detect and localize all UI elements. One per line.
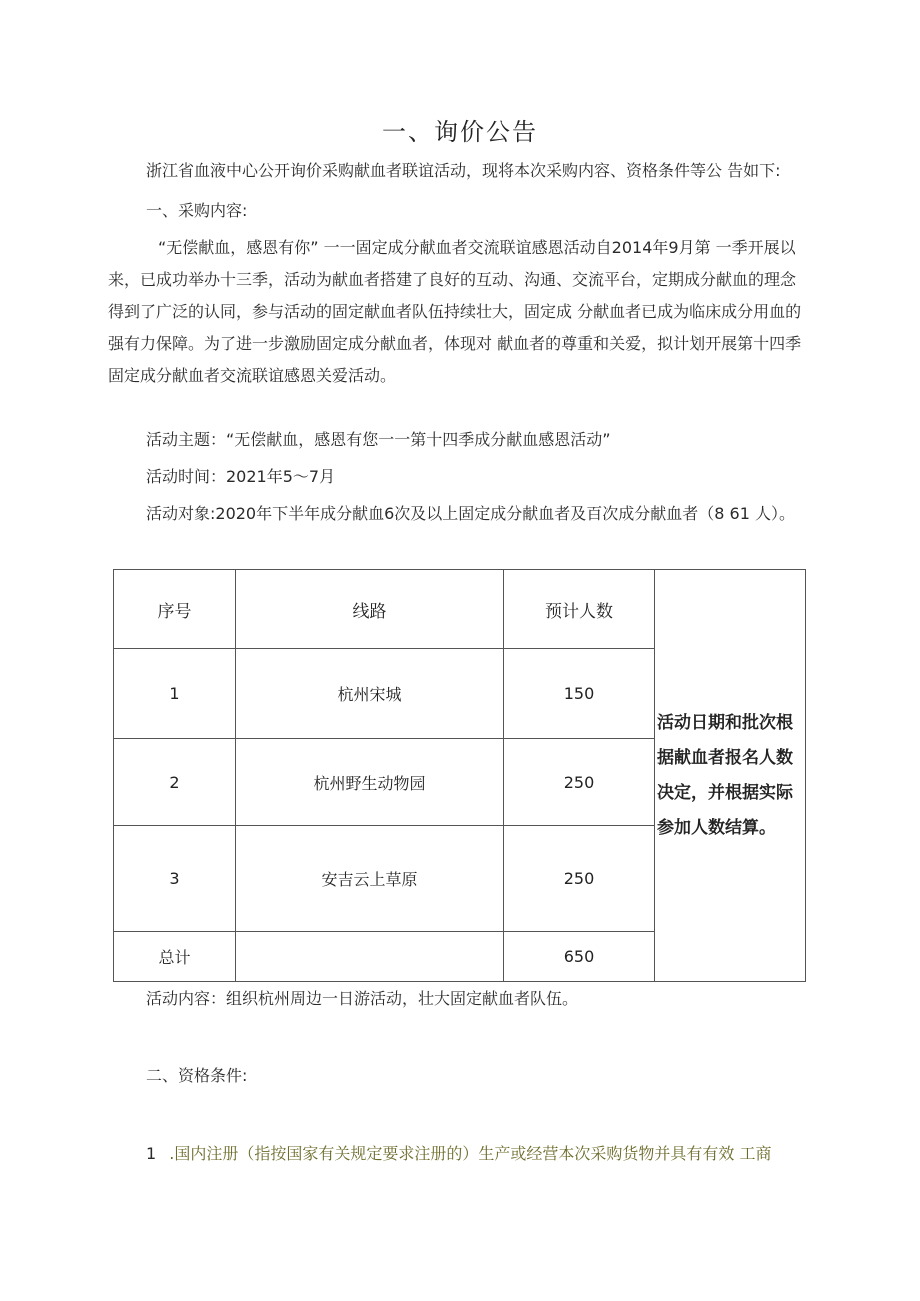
header-route: 线路 bbox=[236, 570, 504, 649]
header-no: 序号 bbox=[114, 570, 236, 649]
row-no: 2 bbox=[114, 739, 236, 826]
row-count: 150 bbox=[504, 649, 655, 739]
row-route: 杭州野生动物园 bbox=[236, 739, 504, 826]
item1-number: 1 bbox=[146, 1144, 157, 1163]
row-count: 250 bbox=[504, 826, 655, 932]
row-route: 杭州宋城 bbox=[236, 649, 504, 739]
item1-text: .国内注册（指按国家有关规定要求注册的）生产或经营本次采购货物并具有有效 工商 bbox=[169, 1144, 772, 1163]
row-no: 1 bbox=[114, 649, 236, 739]
activity-target: 活动对象:2020年下半年成分献血6次及以上固定成分献血者及百次成分献血者（8 61 人）。 bbox=[146, 504, 796, 523]
row-no: 3 bbox=[114, 826, 236, 932]
activity-time: 活动时间：2021年5～7月 bbox=[146, 467, 336, 486]
activity-theme: 活动主题：“无偿献血，感恩有您一一第十四季成分献血感恩活动” bbox=[146, 430, 611, 449]
total-route bbox=[236, 932, 504, 982]
activity-content: 活动内容：组织杭州周边一日游活动，壮大固定献血者队伍。 bbox=[146, 989, 579, 1008]
note-cell bbox=[655, 570, 806, 982]
intro-text: 浙江省血液中心公开询价采购献血者联谊活动，现将本次采购内容、资格条件等公 告如下: bbox=[146, 161, 781, 180]
row-count: 250 bbox=[504, 739, 655, 826]
note-text: 活动日期和批次根据献血者报名人数决定，并根据实际参加人数结算。 bbox=[657, 712, 793, 838]
route-table bbox=[113, 569, 806, 982]
section2-heading: 二、资格条件: bbox=[146, 1066, 248, 1085]
page-title: 一、询价公告 bbox=[382, 118, 538, 146]
row-route: 安吉云上草原 bbox=[236, 826, 504, 932]
section1-heading: 一、采购内容: bbox=[146, 201, 248, 220]
header-count: 预计人数 bbox=[504, 570, 655, 649]
total-label: 总计 bbox=[114, 932, 236, 982]
table-header-row bbox=[114, 570, 806, 649]
qualification-item-1 bbox=[146, 1141, 771, 1164]
body-paragraph: “无偿献血，感恩有你” 一一固定成分献血者交流联谊感恩活动自2014年9月第 一季开展以来，已成功举办十三季，活动为献血者搭建了良好的互动、沟通、交流平台，定期成分献血的理念得到了广泛的认同，参与活动的固定献血者队伍持续壮大，固定成 分献血者已成为临床成分用血的强有力保障。为了进一步激励固定成分献血者，体现对 献血者的尊重和关爱，拟计划开展第十四季固定成分献血者交流联谊感恩关爱活动。 bbox=[108, 238, 802, 385]
total-count: 650 bbox=[504, 932, 655, 982]
